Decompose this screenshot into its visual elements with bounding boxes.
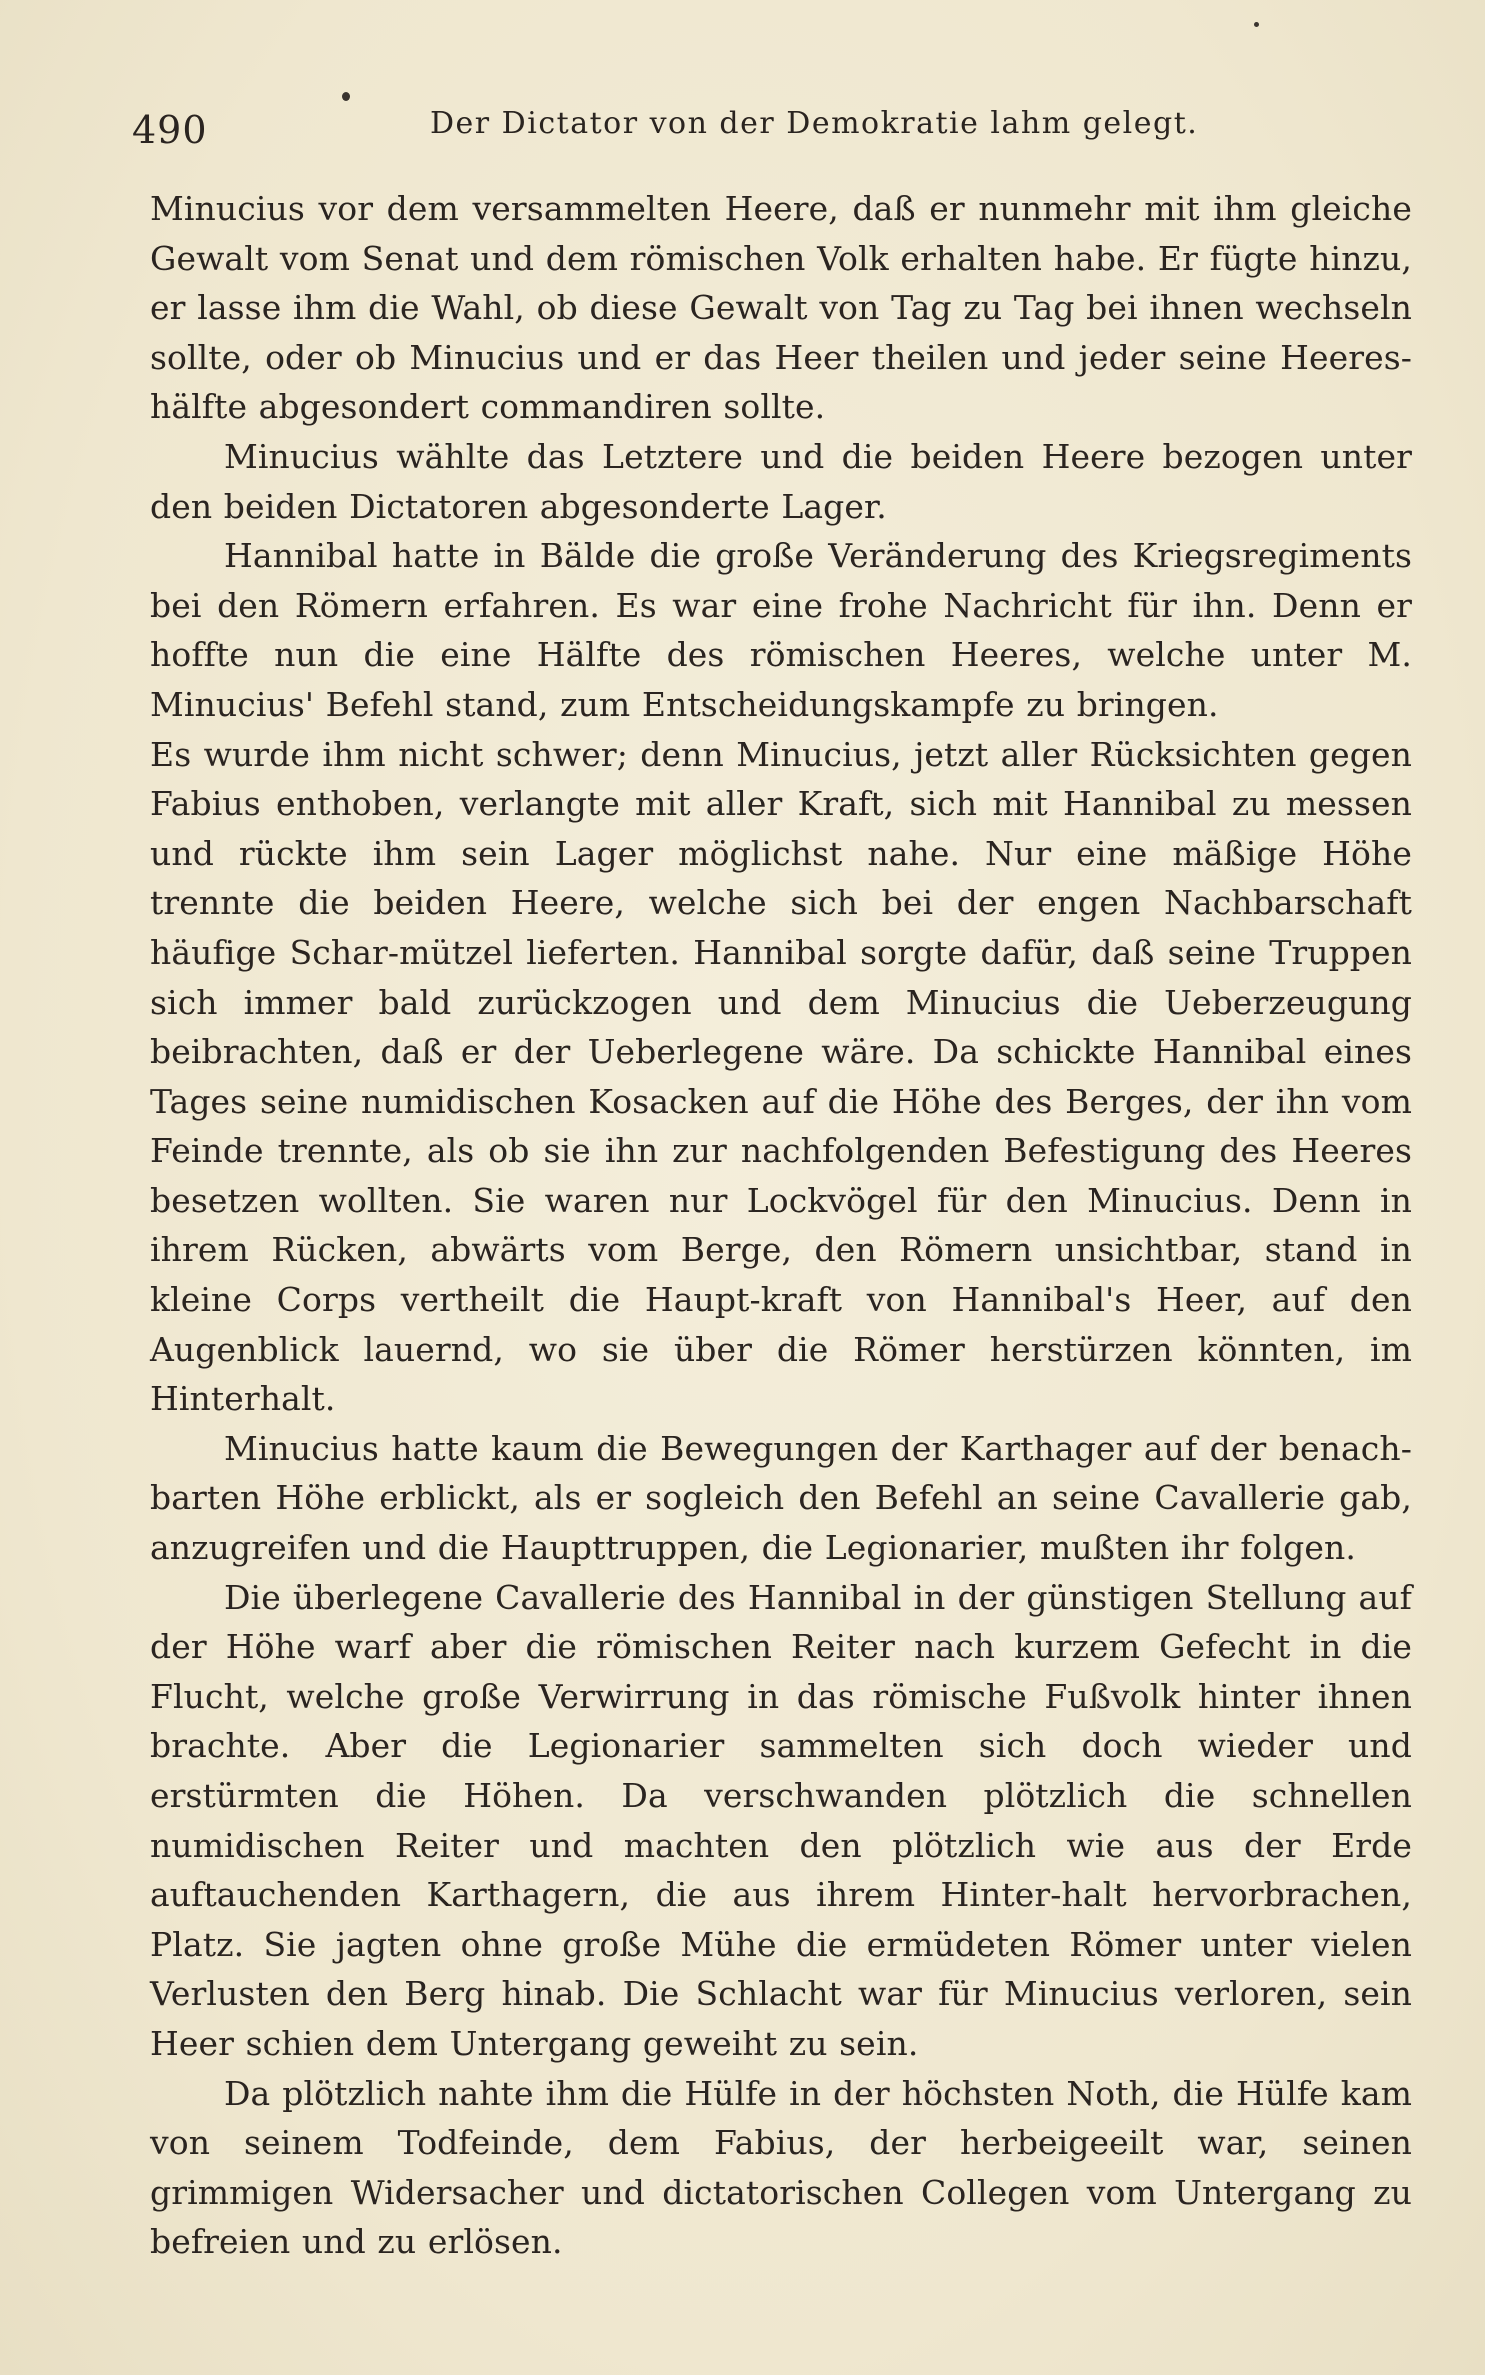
paragraph: Minucius vor dem versammelten Heere, daß er nunmehr mit ihm gleiche Gewalt vom Senat und dem römischen Volk erhalten habe. Er fügte hinzu, er lasse ihm die Wahl, ob diese Gewalt von Tag zu Tag bei ihnen wechseln sollte, oder ob Minucius und er das Heer theilen und jeder seine Heeres-hälfte abgesondert commandiren sollte. xyxy=(150,189,1412,427)
paragraph: Da plötzlich nahte ihm die Hülfe in der höchsten Noth, die Hülfe kam von seinem Todfeinde, dem Fabius, der herbeigeeilt war, seinen grimmigen Widersacher und dictatorischen Collegen vom Untergang zu befreien und zu erlösen. xyxy=(150,2073,1412,2262)
paragraph: Es wurde ihm nicht schwer; denn Minucius, jetzt aller Rücksichten gegen Fabius enthoben, verlangte mit aller Kraft, sich mit Hannibal zu messen und rückte ihm sein Lager möglichst nahe. Nur eine mäßige Höhe trennte die beiden Heere, welche sich bei der engen Nachbarschaft häufige Schar-mützel lieferten. Hannibal sorgte dafür, daß seine Truppen sich immer bald zurückzogen und dem Minucius die Ueberzeugung beibrachten, daß er der Ueberlegene wäre. Da schickte Hannibal eines Tages seine numidischen Kosacken auf die Höhe des Berges, der ihn vom Feinde trennte, als ob sie ihn zur nachfolgenden Befestigung des Heeres besetzen wollten. Sie waren nur Lockvögel für den Minucius. Denn in ihrem Rücken, abwärts vom Berge, den Römern unsichtbar, stand in kleine Corps vertheilt die Haupt-kraft von Hannibal's Heer, auf den Augenblick lauernd, wo sie über die Römer herstürzen könnten, im Hinterhalt. xyxy=(150,734,1412,1419)
paragraph: Minucius wählte das Letztere und die beiden Heere bezogen unter den beiden Dictatoren abgesonderte Lager. xyxy=(150,436,1412,526)
ink-speck xyxy=(1254,22,1259,27)
running-head: Der Dictator von der Demokratie lahm gelegt. xyxy=(430,106,1199,141)
paragraph: Minucius hatte kaum die Bewegungen der Karthager auf der benach-barten Höhe erblickt, als er sogleich den Befehl an seine Cavallerie gab, anzugreifen und die Haupttruppen, die Legionarier, mußten ihr folgen. xyxy=(150,1428,1412,1568)
page-number: 490 xyxy=(132,108,208,152)
ink-speck xyxy=(342,92,350,101)
body-text xyxy=(150,184,1412,2267)
paragraph: Hannibal hatte in Bälde die große Veränderung des Kriegsregiments bei den Römern erfahren. Es war eine frohe Nachricht für ihn. Denn er hoffte nun die eine Hälfte des römischen Heeres, welche unter M. Minucius' Befehl stand, zum Entscheidungskampfe zu bringen. xyxy=(150,536,1412,724)
paragraph: Die überlegene Cavallerie des Hannibal in der günstigen Stellung auf der Höhe warf aber die römischen Reiter nach kurzem Gefecht in die Flucht, welche große Verwirrung in das römische Fußvolk hinter ihnen brachte. Aber die Legionarier sammelten sich doch wieder und erstürmten die Höhen. Da verschwanden plötzlich die schnellen numidischen Reiter und machten den plötzlich wie aus der Erde auftauchenden Karthagern, die aus ihrem Hinter-halt hervorbrachen, Platz. Sie jagten ohne große Mühe die ermüdeten Römer unter vielen Verlusten den Berg hinab. Die Schlacht war für Minucius verloren, sein Heer schien dem Untergang geweiht zu sein. xyxy=(150,1577,1412,2063)
